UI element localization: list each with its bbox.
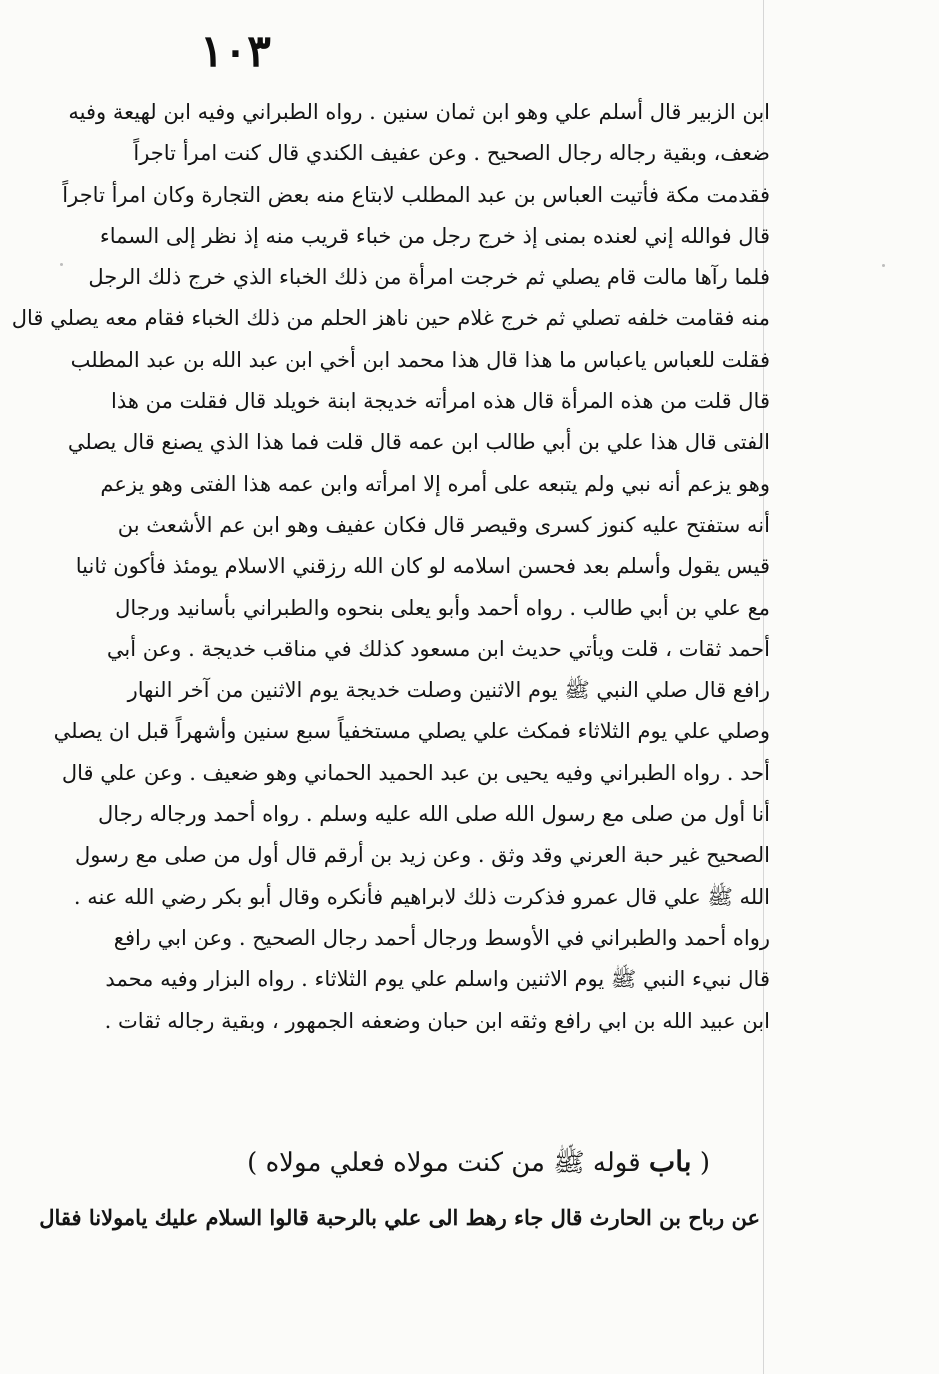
text-line: الله ﷺ علي قال عمرو فذكرت ذلك لابراهيم فأنكره وقال أبو بكر رضي الله عنه . <box>73 884 770 909</box>
text-line: الفتى قال هذا علي بن أبي طالب ابن عمه قال قلت فما هذا الذي يصنع قال يصلي <box>67 430 770 455</box>
text-line: رافع قال صلي النبي ﷺ يوم الاثنين وصلت خديجة يوم الاثنين من آخر النهار <box>127 678 770 703</box>
text-line: وهو يزعم أنه نبي ولم يتبعه على أمره إلا امرأته وابن عمه هذا الفتى وهو يزعم <box>100 471 770 496</box>
text-line: مع علي بن أبي طالب . رواه أحمد وأبو يعلى بنحوه والطبراني بأسانيد ورجال <box>115 595 770 620</box>
heading-open-paren: ( <box>699 1148 710 1178</box>
text-line: ابن الزبير قال أسلم علي وهو ابن ثمان سنين . رواه الطبراني وفيه ابن لهيعة وفيه <box>68 100 770 124</box>
heading-title: قوله ﷺ من كنت مولاه فعلي مولاه <box>265 1148 641 1178</box>
heading-close-paren: ) <box>247 1148 258 1178</box>
text-line: قال فوالله إني لعنده بمنى إذ خرج رجل من خباء قريب منه إذ نظر إلى السماء <box>99 223 770 248</box>
body-text <box>11 92 770 1042</box>
text-line: قال قلت من هذه المرأة قال هذه امرأته خديجة ابنة خويلد قال فقلت من هذا <box>111 389 770 414</box>
text-line: رواه أحمد والطبراني في الأوسط ورجال أحمد رجال الصحيح . وعن ابي رافع <box>113 925 770 950</box>
text-line: ضعف، وبقية رجاله رجال الصحيح . وعن عفيف الكندي قال كنت امرأ تاجراً <box>133 141 770 166</box>
heading-bab-label: باب <box>648 1145 692 1178</box>
text-line: أحمد ثقات ، قلت ويأتي حديث ابن مسعود كذلك في مناقب خديجة . وعن أبي <box>106 636 770 661</box>
text-line: أنا أول من صلى مع رسول الله صلى الله عليه وسلم . رواه أحمد ورجاله رجال <box>97 802 770 827</box>
page-number: ١٠٣ <box>200 26 271 77</box>
section-first-line: عن رباح بن الحارث قال جاء رهط الى علي بالرحبة قالوا السلام عليك يامولانا فقال <box>39 1205 760 1230</box>
chapter-heading <box>247 1138 710 1186</box>
text-line: قيس يقول وأسلم بعد فحسن اسلامه لو كان الله رزقني الاسلام يومئذ فأكون ثانيا <box>75 554 770 579</box>
text-line: ابن عبيد الله بن ابي رافع وثقه ابن حبان وضعفه الجمهور ، وبقية رجاله ثقات . <box>104 1008 770 1033</box>
text-line: قال نبيء النبي ﷺ يوم الاثنين واسلم علي يوم الثلاثاء . رواه البزار وفيه محمد <box>105 967 770 992</box>
text-line: وصلي علي يوم الثلاثاء فمكث علي يصلي مستخفياً سبع سنين وأشهراً قبل ان يصلي <box>53 719 770 744</box>
text-line: منه فقامت خلفه تصلي ثم خرج غلام حين ناهز الحلم من ذلك الخباء فقام معه يصلي قال <box>11 306 770 331</box>
text-line: أحد . رواه الطبراني وفيه يحيى بن عبد الحميد الحماني وهو ضعيف . وعن علي قال <box>61 760 770 785</box>
text-line: فقلت للعباس ياعباس ما هذا قال هذا محمد ابن أخي ابن عبد الله بن عبد المطلب <box>70 347 770 372</box>
text-line: فلما رآها مالت قام يصلي ثم خرجت امرأة من ذلك الخباء الذي خرج ذلك الرجل <box>88 265 770 290</box>
paper-speck <box>60 263 63 266</box>
text-line: فقدمت مكة فأتيت العباس بن عبد المطلب لابتاع منه بعض التجارة وكان امرأ تاجراً <box>62 182 770 207</box>
text-line: الصحيح غير حبة العرني وقد وثق . وعن زيد بن أرقم قال أول من صلى مع رسول <box>74 843 770 868</box>
paper-speck <box>882 264 885 267</box>
text-line: أنه ستفتح عليه كنوز كسرى وقيصر قال فكان عفيف وهو ابن عم الأشعث بن <box>117 512 770 537</box>
